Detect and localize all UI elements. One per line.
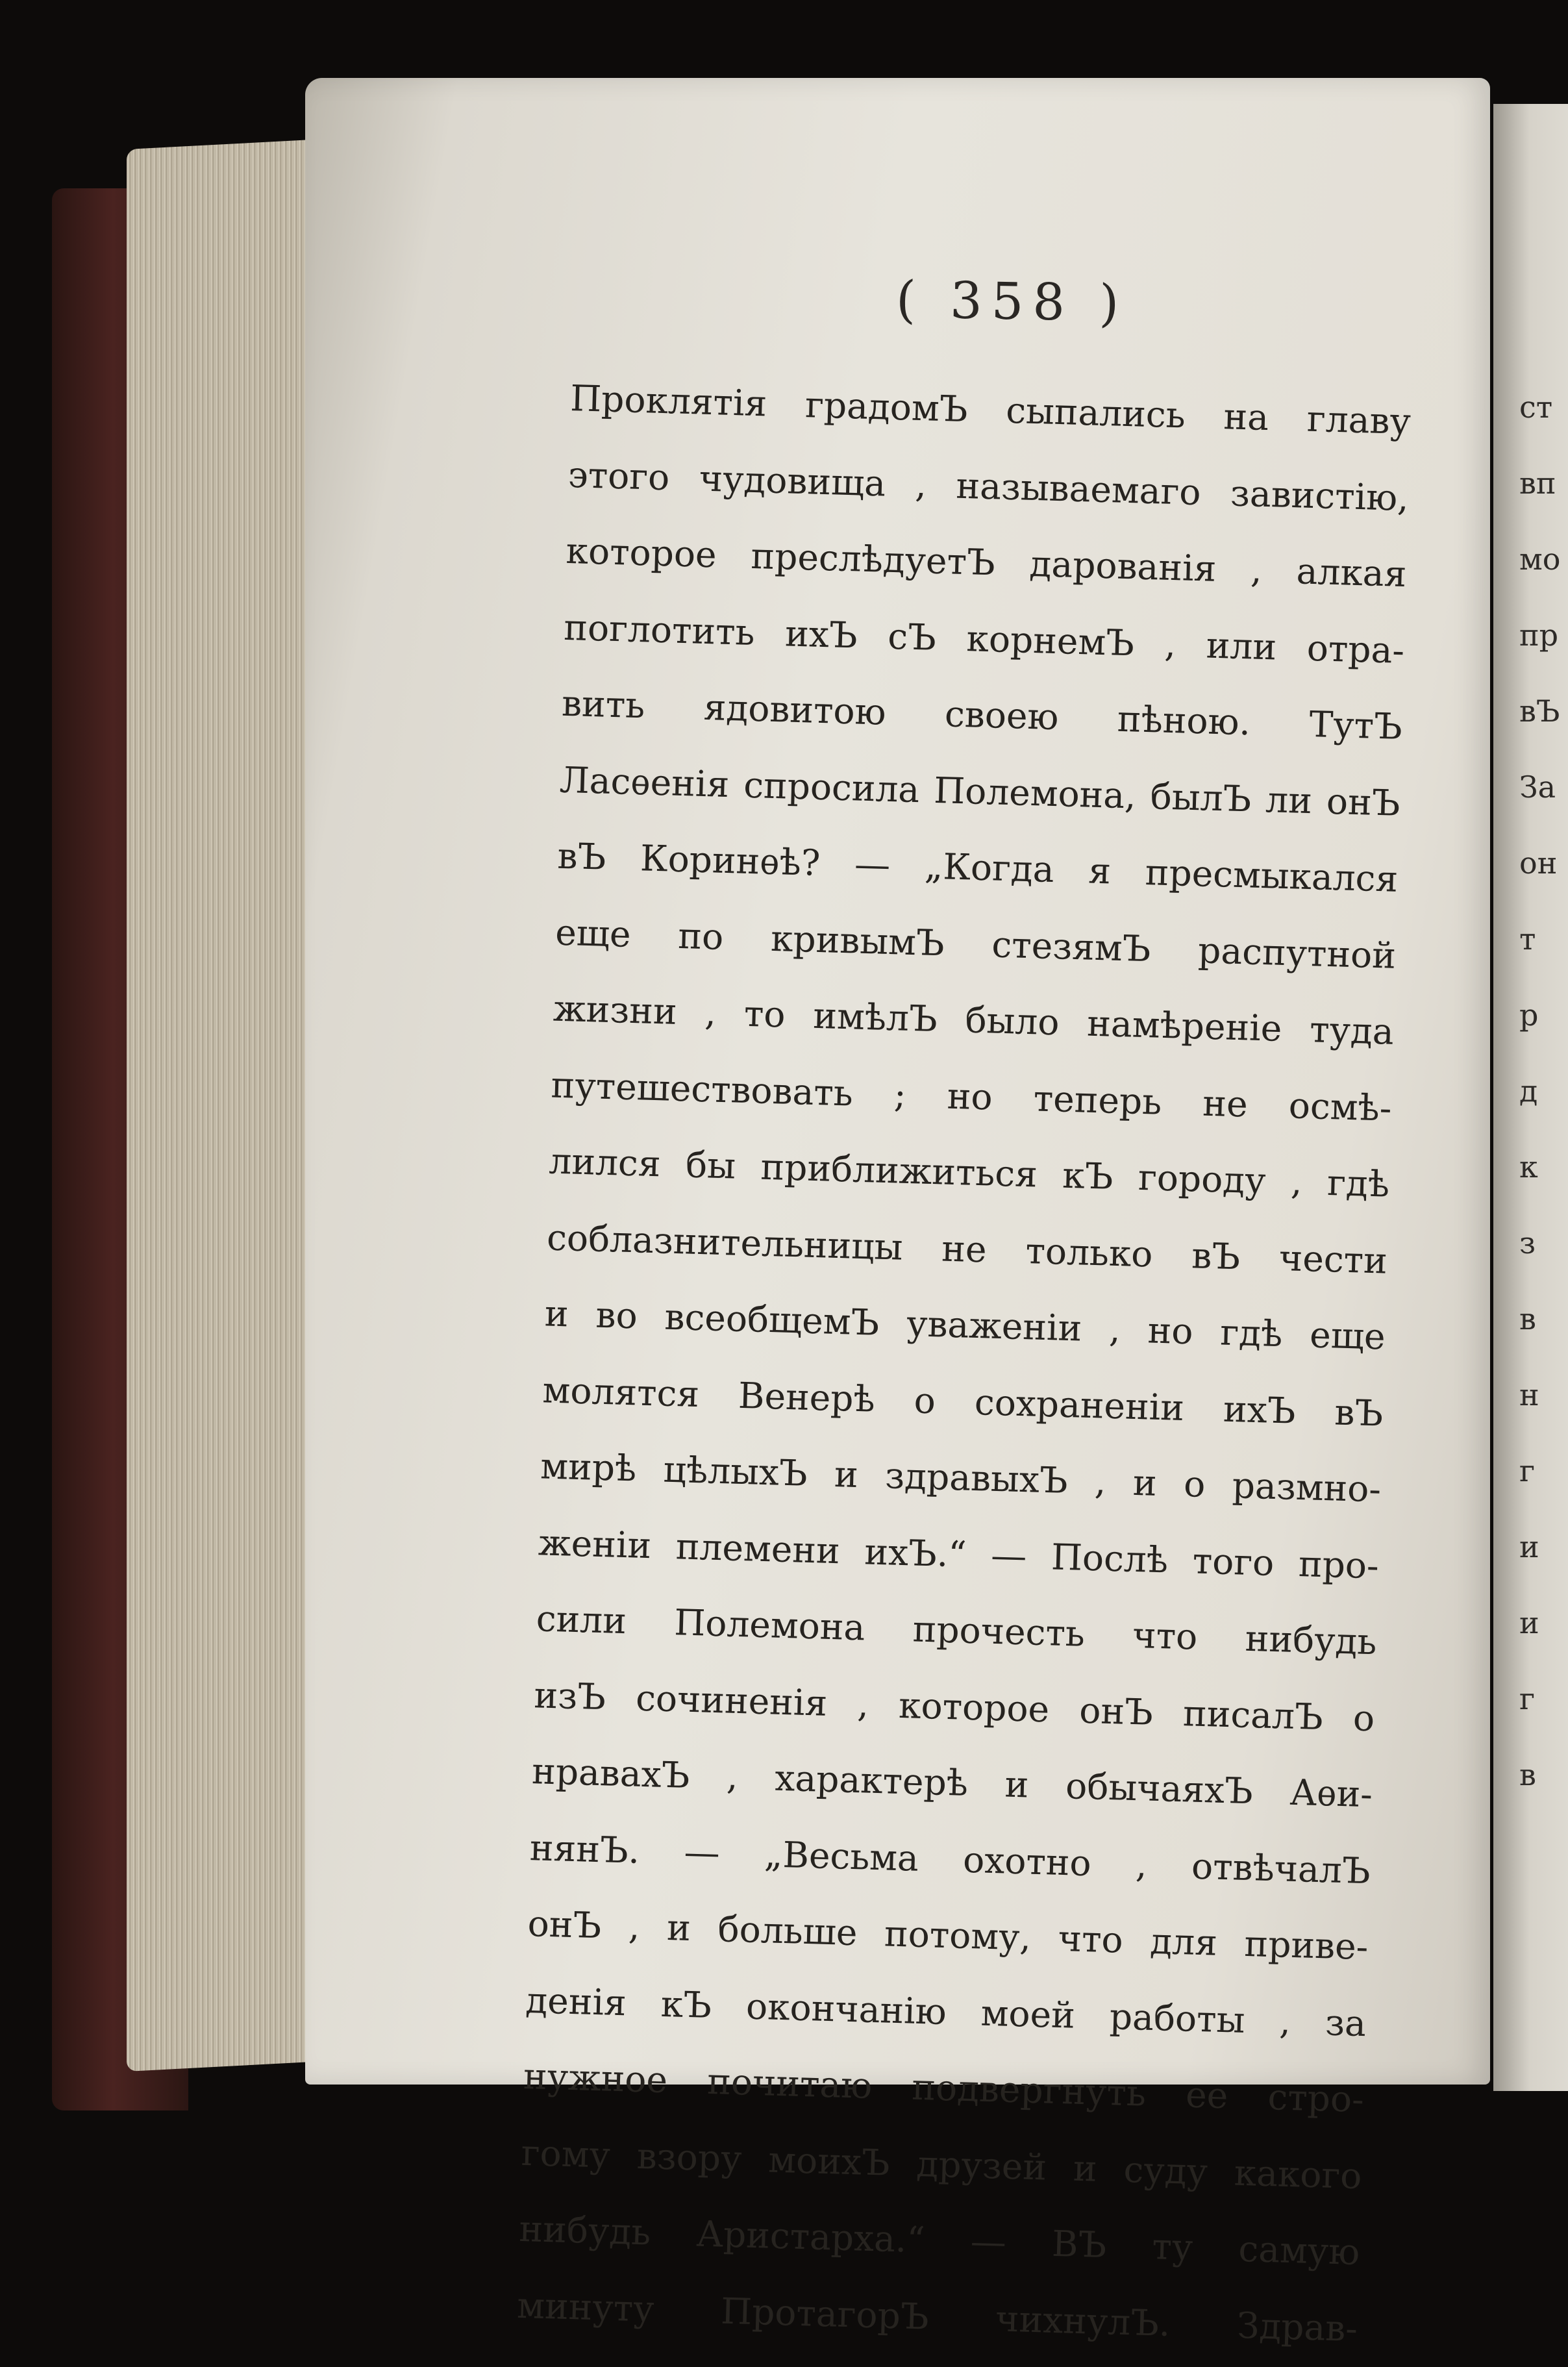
text-line: гому взору моихЪ друзей и суду какого xyxy=(521,2131,1363,2197)
right-page-fragment: вп xyxy=(1519,466,1556,501)
text-line: онЪ , и больше потому, что для приве- xyxy=(527,1903,1369,1968)
text-line: путешествовать ; но теперь не осмѣ- xyxy=(550,1064,1393,1129)
text-line: женіи племени ихЪ.“ — Послѣ того про- xyxy=(538,1521,1380,1586)
text-line: которое преслѣдуетЪ дарованія , алкая xyxy=(565,529,1408,595)
text-line: молятся Венерѣ о сохраненіи ихЪ вЪ xyxy=(541,1368,1384,1434)
text-line: нравахЪ , характерѣ и обычаяхЪ Аѳи- xyxy=(531,1750,1373,1816)
text-line: денія кЪ окончанію моей работы , за xyxy=(525,1979,1367,2044)
right-page-fragment: к xyxy=(1519,1149,1538,1184)
page-text xyxy=(516,360,1412,2367)
text-line: изЪ сочиненія , которое онЪ писалЪ о xyxy=(533,1673,1375,1739)
text-line: Проклятія градомЪ сыпались на главу xyxy=(569,377,1412,443)
right-page-fragment: г xyxy=(1519,1681,1536,1716)
text-line: нужное почитаю подвергнуть ее стро- xyxy=(523,2055,1365,2121)
right-page-fragment: и xyxy=(1519,1529,1539,1564)
page-number: ( 358 ) xyxy=(895,270,1129,334)
text-line: соблазнительницы не только вЪ чести xyxy=(546,1216,1388,1282)
right-page-fragment: н xyxy=(1519,1377,1539,1412)
right-page-fragment: пр xyxy=(1519,618,1559,653)
right-page-fragment: г xyxy=(1519,1453,1536,1488)
text-line: сили Полемона прочесть что нибудь xyxy=(535,1597,1378,1663)
right-page-fragment: в xyxy=(1519,1301,1536,1336)
text-line: вЪ Коринѳѣ? — „Когда я пресмыкался xyxy=(556,834,1399,900)
right-page-fragment: он xyxy=(1519,845,1558,881)
right-page-fragment: з xyxy=(1519,1225,1536,1260)
right-page-fragment: д xyxy=(1519,1073,1538,1108)
right-page-fragment: т xyxy=(1519,921,1536,957)
text-line: мирѣ цѣлыхЪ и здравыхЪ , и о размно- xyxy=(540,1445,1382,1510)
text-line: и во всеобщемЪ уваженіи , но гдѣ еще xyxy=(544,1292,1386,1358)
text-line: Ласѳенія спросила Полемона, былЪ ли онЪ xyxy=(559,758,1401,824)
text-line: вить ядовитою своею пѣною. ТутЪ xyxy=(561,682,1403,747)
text-line: поглотить ихЪ сЪ корнемЪ , или отра- xyxy=(563,606,1405,671)
right-page-fragment: мо xyxy=(1519,542,1561,577)
text-line: нибудь Аристарха.“ — ВЪ ту самую xyxy=(518,2207,1361,2273)
text-line: этого чудовища , называемаго завистію, xyxy=(567,453,1410,519)
right-page-fragment: ст xyxy=(1519,390,1553,425)
right-page-fragment: За xyxy=(1519,770,1556,805)
right-page-fragment: в xyxy=(1519,1757,1536,1792)
right-page-fragment: р xyxy=(1519,997,1539,1033)
text-line: еще по кривымЪ стезямЪ распутной xyxy=(554,911,1397,977)
text-line: лился бы приближиться кЪ городу , гдѣ xyxy=(548,1140,1390,1205)
right-page-fragment: и xyxy=(1519,1605,1539,1640)
text-line: нянЪ. — „Весьма охотно , отвѣчалЪ xyxy=(529,1826,1371,1892)
text-line: минуту ПротагорЪ чихнулЪ. Здрав- xyxy=(516,2284,1358,2349)
text-line: жизни , то имѣлЪ было намѣреніе туда xyxy=(553,987,1395,1053)
right-page-fragment: вЪ xyxy=(1519,694,1560,729)
right-page-edge xyxy=(1493,104,1568,2091)
